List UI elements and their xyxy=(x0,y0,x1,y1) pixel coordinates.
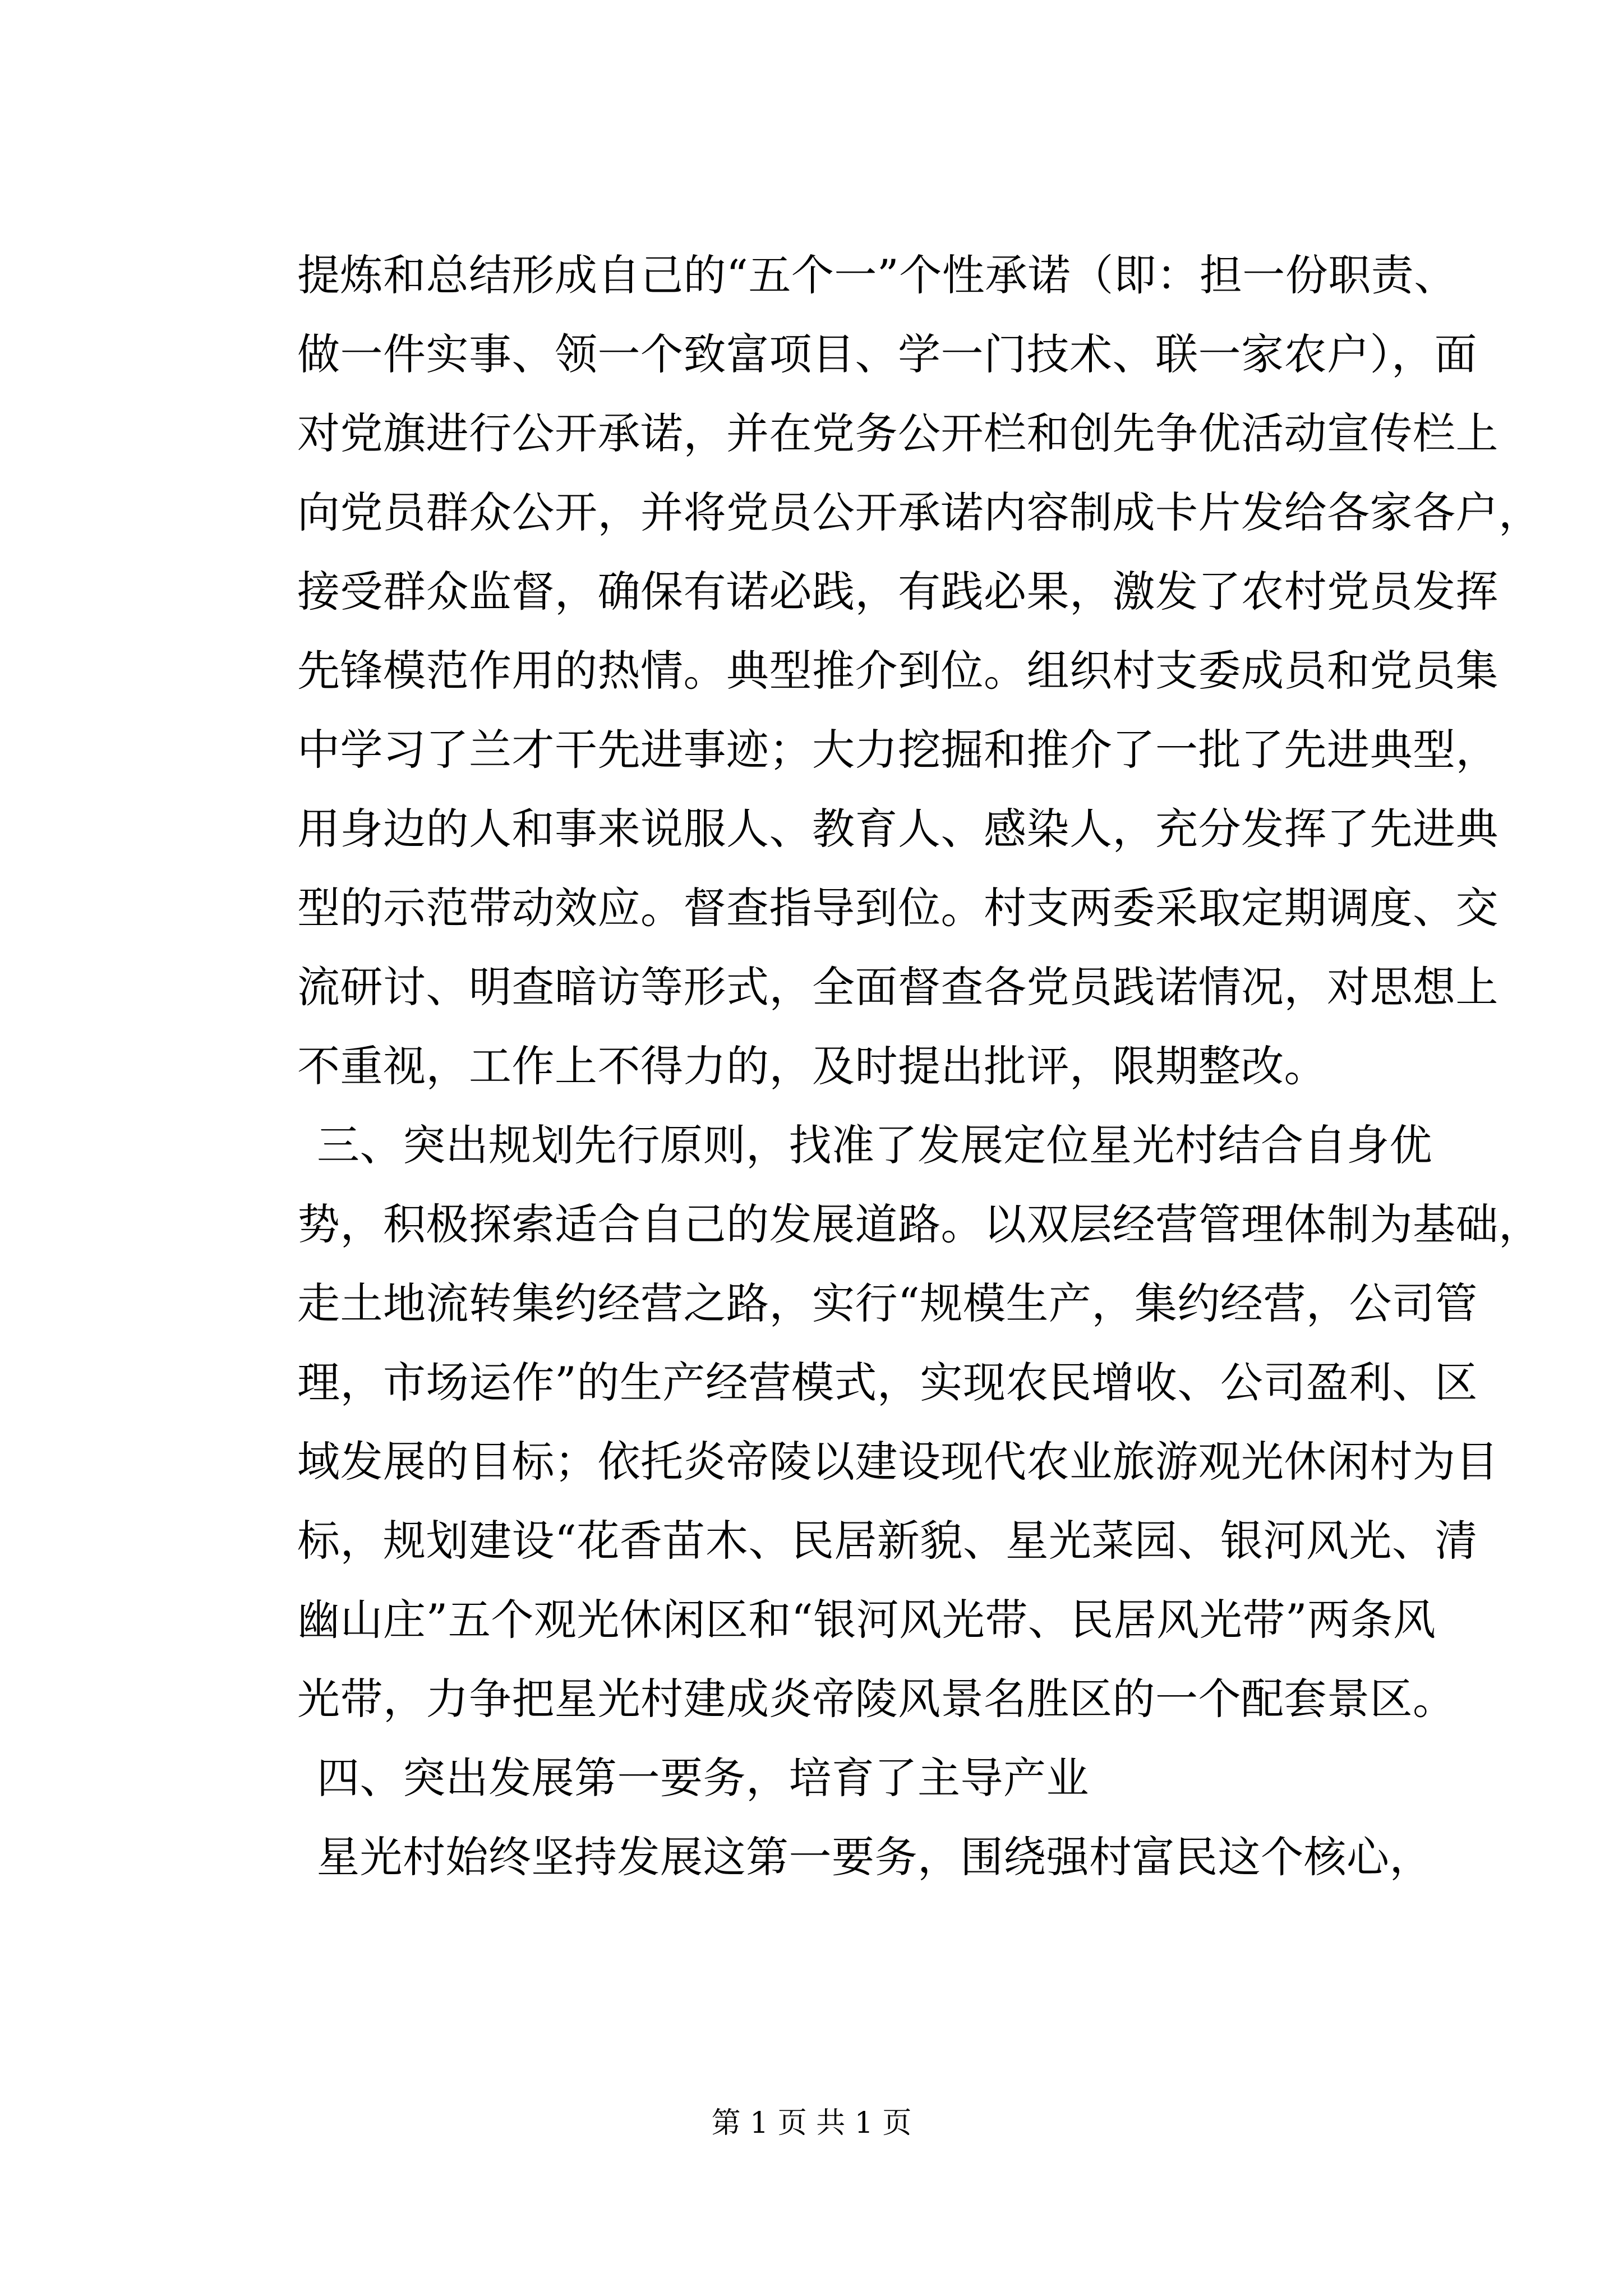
section-heading: 四、突出发展第一要务，培育了主导产业 xyxy=(317,1753,1089,1803)
text-line: 做一件实事、领一个致富项目、学一门技术、联一家农户），面 xyxy=(297,329,1477,379)
text-line: 域发展的目标；依托炎帝陵以建设现代农业旅游观光休闲村为目 xyxy=(297,1437,1498,1487)
text-line: 接受群众监督，确保有诺必践，有践必果，激发了农村党员发挥 xyxy=(297,567,1498,616)
text-line: 对党旗进行公开承诺，并在党务公开栏和创先争优活动宣传栏上 xyxy=(297,408,1498,458)
document-body xyxy=(297,236,1542,1897)
text-line: 光带，力争把星光村建成炎帝陵风景名胜区的一个配套景区。 xyxy=(297,1674,1456,1724)
text-line: 向党员群众公开，并将党员公开承诺内容制成卡片发给各家各户， xyxy=(297,487,1542,537)
text-line: 提炼和总结形成自己的“五个一”个性承诺（即：担一份职责、 xyxy=(297,250,1457,300)
text-line: 理，市场运作”的生产经营模式，实现农民增收、公司盈利、区 xyxy=(297,1358,1478,1407)
text-line: 不重视，工作上不得力的，及时提出批评，限期整改。 xyxy=(297,1041,1327,1091)
text-line: 标，规划建设“花香苗木、民居新貌、星光菜园、银河风光、清 xyxy=(297,1516,1478,1566)
text-line: 中学习了兰才干先进事迹；大力挖掘和推介了一批了先进典型， xyxy=(297,725,1498,775)
paragraph-start-line: 星光村始终坚持发展这第一要务，围绕强村富民这个核心， xyxy=(317,1832,1432,1882)
text-line: 走土地流转集约经营之路，实行“规模生产，集约经营，公司管 xyxy=(297,1278,1478,1328)
text-line: 先锋模范作用的热情。典型推介到位。组织村支委成员和党员集 xyxy=(297,646,1498,696)
page-number-footer: 第 1 页 共 1 页 xyxy=(711,2106,912,2140)
text-line: 型的示范带动效应。督查指导到位。村支两委采取定期调度、交 xyxy=(297,883,1498,933)
text-line: 用身边的人和事来说服人、教育人、感染人，充分发挥了先进典 xyxy=(297,804,1498,854)
text-line: 流研讨、明查暗访等形式，全面督查各党员践诺情况，对思想上 xyxy=(297,962,1498,1012)
paragraph-start-line: 三、突出规划先行原则，找准了发展定位星光村结合自身优 xyxy=(317,1120,1432,1170)
text-line: 幽山庄”五个观光休闲区和“银河风光带、民居风光带”两条风 xyxy=(297,1595,1436,1645)
text-line: 势，积极探索适合自己的发展道路。以双层经营管理体制为基础， xyxy=(297,1199,1542,1249)
